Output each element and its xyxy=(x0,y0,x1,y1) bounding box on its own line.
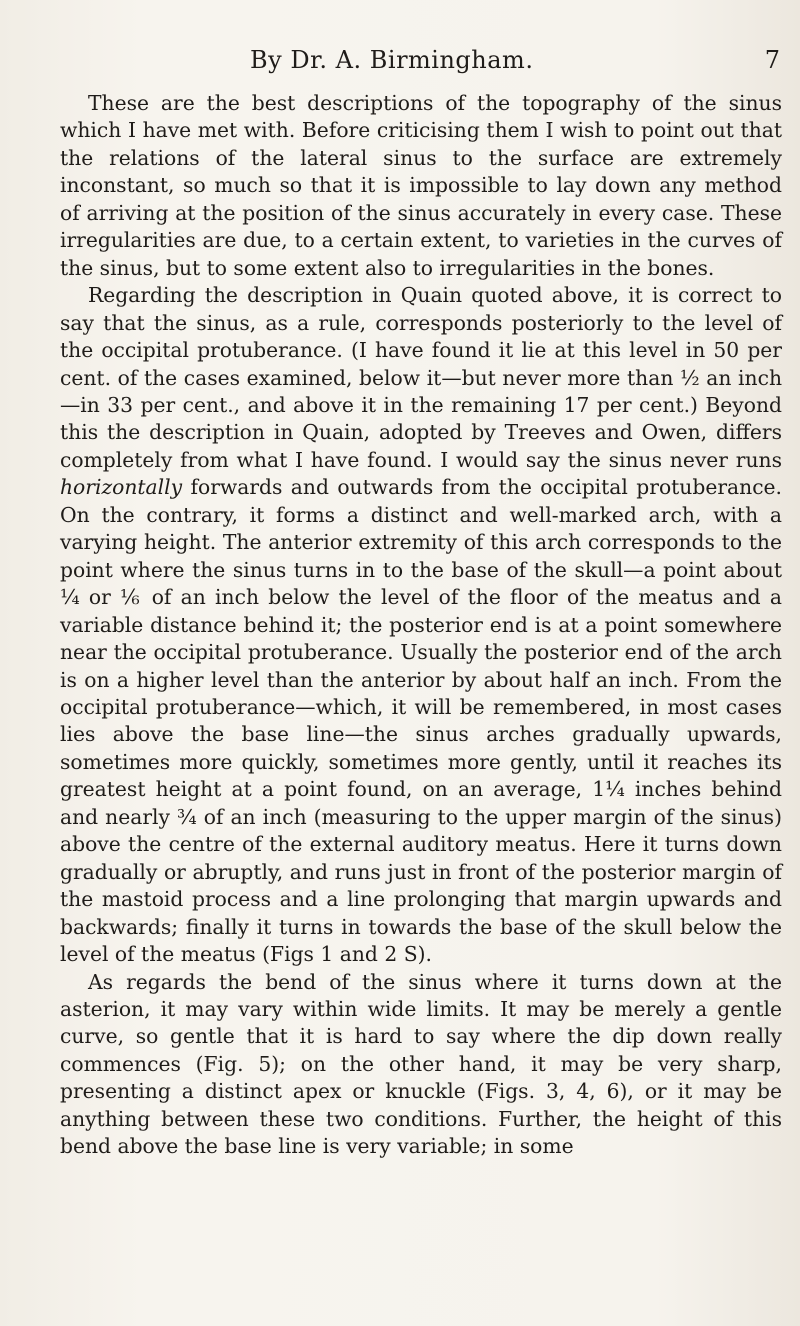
paragraph-2-part-a: Regarding the description in Quain quoted above, it is correct to say that the sinus, as a rule, corresponds posteriorly to the level of the occipital protuberance. (I have found it lie at this level in 50 per cent. of the cases examined, below it—but never more than ½ an inch—in 33 per cent., and above it in the remaining 17 per cent.) Beyond this the description in Quain, adopted by Treeves and Owen, differs completely from what I have found. I would say the sinus never runs xyxy=(60,283,782,472)
emphasis-horizontally: horizontally xyxy=(60,475,183,500)
page-header xyxy=(60,46,780,76)
paragraph-1: These are the best descriptions of the topography of the sinus which I have met with. Before criticising them I wish to point out that the relations of the lateral sinus to the surface are extremely inconstant, so much so that it is impossible to lay down any method of arriving at the position of the sinus accurately in every case. These irregularities are due, to a certain extent, to varieties in the curves of the sinus, but to some extent also to irregularities in the bones. xyxy=(60,91,782,280)
paragraph-2 xyxy=(60,282,782,968)
paragraph-3: As regards the bend of the sinus where it turns down at the asterion, it may vary within wide limits. It may be merely a gentle curve, so gentle that it is hard to say where the dip down really commences (Fig. 5); on the other hand, it may be very sharp, presenting a distinct apex or knuckle (Figs. 3, 4, 6), or it may be anything between these two conditions. Further, the height of this bend above the base line is very variable; in some xyxy=(60,969,782,1159)
paragraph-2-part-b: forwards and outwards from the occipital protuberance. On the contrary, it forms a distinct and well-marked arch, with a varying height. The anterior extremity of this arch corresponds to the point where the sinus turns in to the base of the skull—a point about ¼ or ⅙ of an inch below the level of the floor of the meatus and a variable distance behind it; the posterior end is at a point somewhere near the occipital protuberance. Usually the posterior end of the arch is on a higher level than the anterior by about half an inch. From the occipital protuberance—which, it will be remembered, in most cases lies above the base line—the sinus arches gradually upwards, sometimes more quickly, sometimes more gently, until it reaches its greatest height at a point found, on an average, 1¼ inches behind and nearly ¾ of an inch (measuring to the upper margin of the sinus) above the centre of the external auditory meatus. Here it turns down gradually or abruptly, and runs just in front of the posterior margin of the mastoid process and a line prolonging that margin upwards and backwards; finally it turns in towards the base of the skull below the level of the meatus (Figs 1 and 2 S). xyxy=(60,475,783,967)
running-head: By Dr. A. Birmingham. xyxy=(250,46,534,74)
page-number: 7 xyxy=(764,46,780,74)
body-text xyxy=(60,90,782,1161)
